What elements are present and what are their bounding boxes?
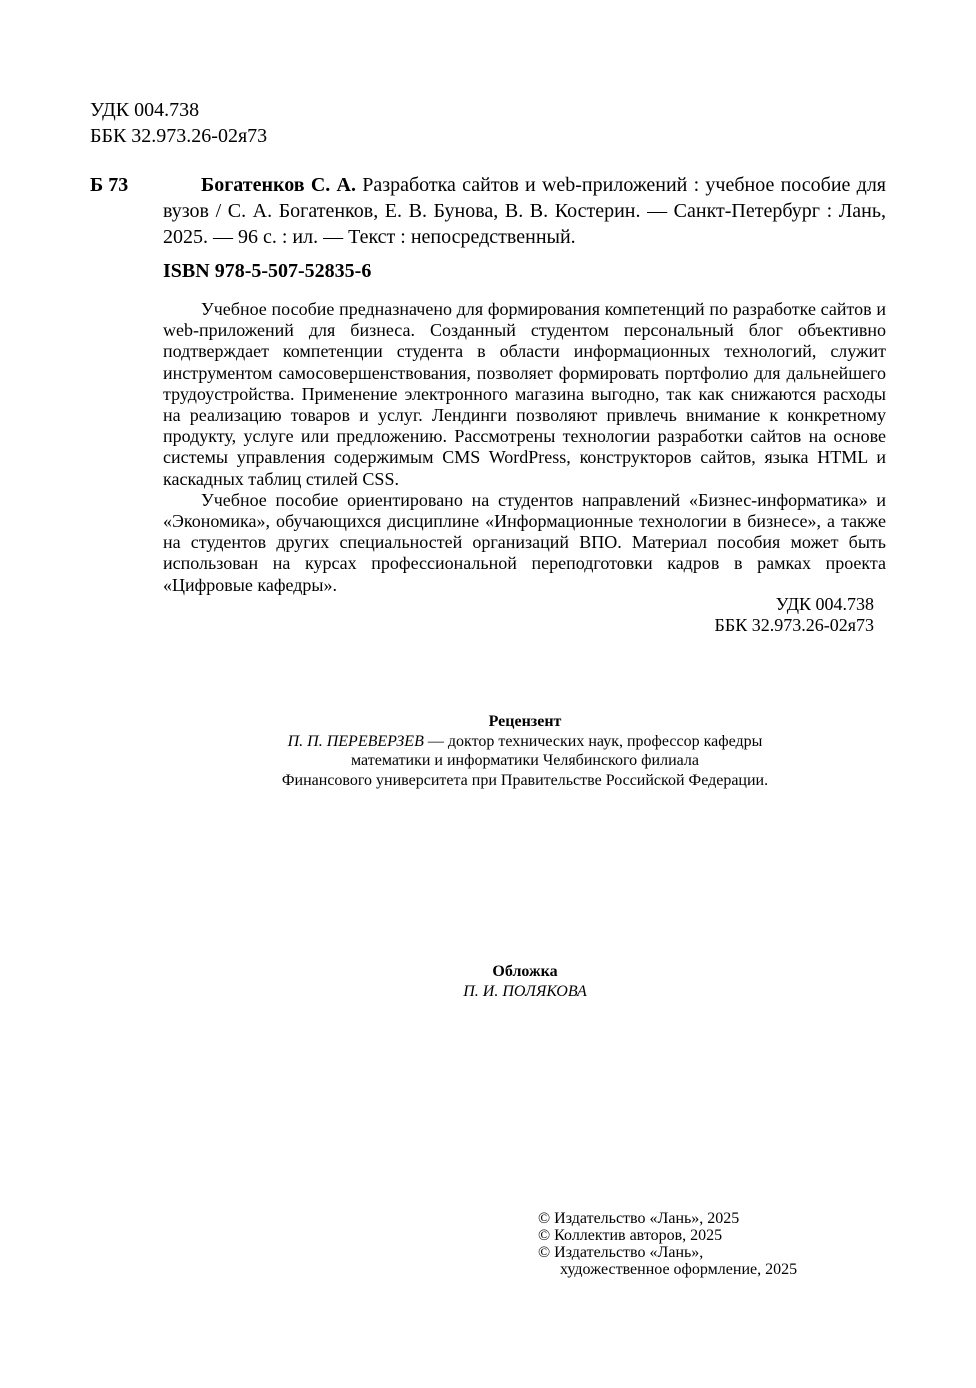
- bbk-code: ББК 32.973.26-02я73: [90, 125, 268, 147]
- udk-code: УДК 004.738: [775, 594, 874, 614]
- annotation-paragraph: Учебное пособие ориентировано на студентов направлений «Бизнес-информатика» и «Экономика», обучающихся дисциплине «Информационные технологии в бизнесе», а также на студентов других специальностей организаций ВПО. Материал пособия может быть использован на курсах профессиональной переподготовки кадров в рамках проекта «Цифровые кафедры».: [163, 489, 886, 595]
- cover-heading: Обложка: [492, 963, 558, 980]
- copyright-line: художественное оформление, 2025: [560, 1261, 798, 1278]
- bbk-code: ББК 32.973.26-02я73: [714, 615, 874, 635]
- reviewer-name: П. П. ПЕРЕВЕРЗЕВ: [287, 732, 424, 750]
- isbn: ISBN 978-5-507-52835-6: [163, 260, 372, 282]
- copyright-block: [538, 1210, 797, 1278]
- copyright-line: © Издательство «Лань»,: [538, 1244, 704, 1261]
- classification-codes-top: [90, 97, 267, 149]
- udk-code: УДК 004.738: [90, 99, 200, 121]
- reviewer-line-2: математики и информатики Челябинского филиала: [351, 752, 699, 769]
- bibliographic-record: [163, 172, 886, 250]
- cover-block: [370, 962, 680, 1001]
- author-index: Б 73: [90, 174, 129, 196]
- cover-designer: П. И. ПОЛЯКОВА: [463, 982, 587, 1000]
- classification-codes-bottom: [700, 594, 874, 636]
- reviewer-block: [200, 712, 850, 790]
- annotation: [163, 299, 886, 596]
- reviewer-line-3: Финансового университета при Правительстве Российской Федерации.: [281, 771, 769, 789]
- biblio-author: Богатенков С. А.: [201, 174, 356, 196]
- biblio-text: Разработка сайтов и web-приложений : учебное пособие для вузов / С. А. Богатенков, Е. В. Бунова, В. В. Костерин. — Санкт-Петербург : Лань, 2025. — 96 с. : ил. — Текст : непосредственный.: [163, 174, 887, 248]
- annotation-paragraph: Учебное пособие предназначено для формирования компетенций по разработке сайтов и web-приложений для бизнеса. Созданный студентом персональный блог объективно подтверждает компетенции студента в области информационных технологий, служит инструментом самосовершенствования, позволяет формировать портфолио для дальнейшего трудоустройства. Применение электронного магазина выгодно, так как снижаются расходы на реализацию товаров и услуг. Лендинги позволяют привлечь внимание к конкретному продукту, услуге или предложению. Рассмотрены технологии разработки сайтов на основе системы управления содержимым CMS WordPress, конструкторов сайтов, языка HTML и каскадных таблиц стилей CSS.: [163, 299, 886, 489]
- copyright-line: © Коллектив авторов, 2025: [538, 1227, 723, 1244]
- copyright-line: © Издательство «Лань», 2025: [538, 1210, 740, 1227]
- reviewer-line-1: — доктор технических наук, профессор кафедры: [423, 732, 763, 750]
- reviewer-heading: Рецензент: [488, 713, 562, 730]
